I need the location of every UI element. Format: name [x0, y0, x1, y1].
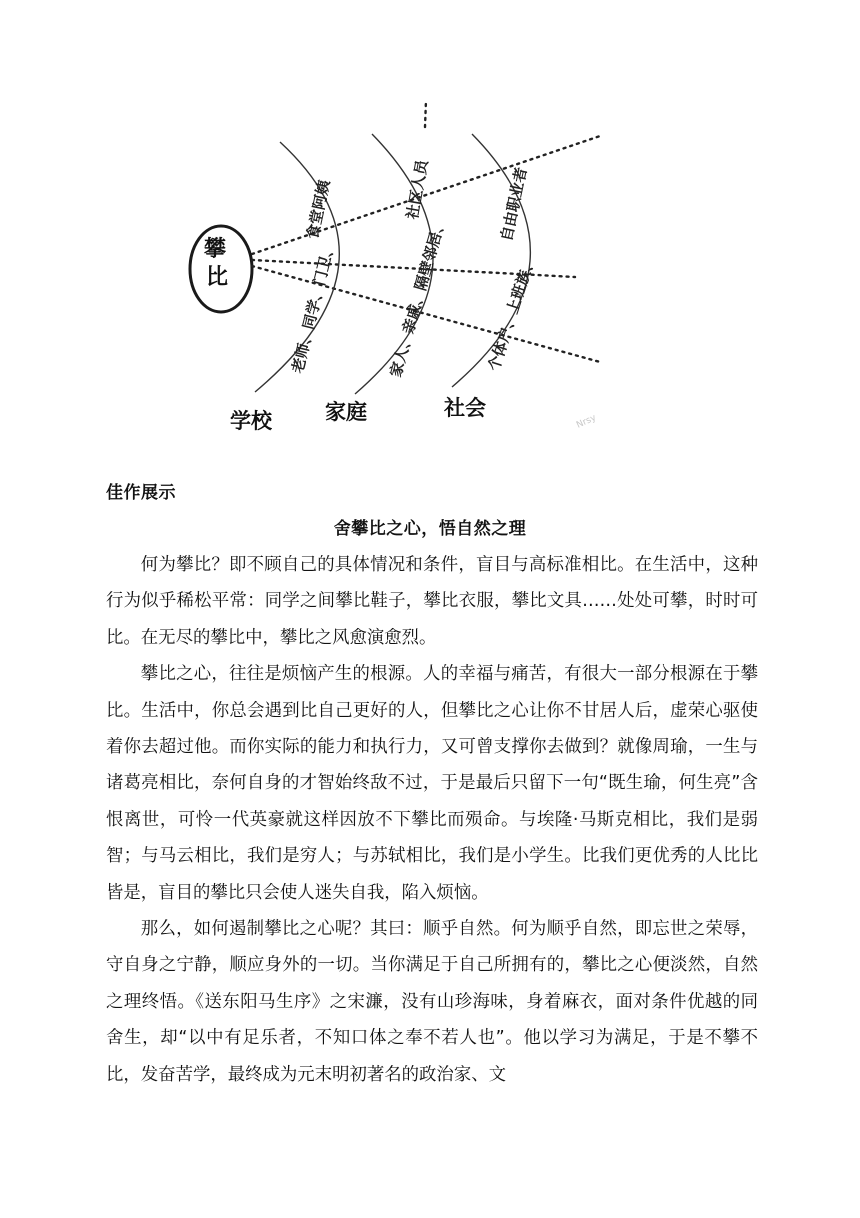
mind-map-diagram [180, 92, 620, 442]
lower-label-school: 老师、同学、门卫、 [288, 239, 339, 375]
lower-label-society: 个体户、上班族、 [484, 253, 539, 374]
category-label-family: 家庭 [325, 400, 367, 424]
essay-title: 舍攀比之心，悟自然之理 [333, 519, 527, 539]
center-label-bottom: 比 [205, 265, 229, 290]
upper-label-society: 自由职业者 [497, 165, 531, 243]
essay-paragraph-1: 何为攀比？即不顾自己的具体情况和条件，盲目与高标准相比。在生活中，这种行为似乎稀松平常：同学之间攀比鞋子，攀比衣服，攀比文具……处处可攀，时时可比。在无尽的攀比中，攀比之风愈演愈烈。 [106, 555, 758, 648]
center-label-top: 攀 [203, 237, 227, 262]
essay-paragraph-3: 那么，如何遏制攀比之心呢？其曰：顺乎自然。何为顺乎自然，即忘世之荣辱，守自身之宁静，顺应身外的一切。当你满足于自己所拥有的，攀比之心便淡然，自然之理终悟。《送东阳马生序》之宋濂，没有山珍海味，身着麻衣，面对条件优越的同舍生，却“以中有足乐者，不知口体之奉不若人也”。他以学习为满足，于是不攀不比，发奋苦学，最终成为元末明初著名的政治家、文 [106, 919, 758, 1085]
upper-label-school: 食堂阿姨 [303, 178, 334, 241]
mind-map-svg [180, 92, 620, 442]
section-heading: 佳作展示 [106, 483, 176, 503]
watermark: Nrsy [575, 413, 598, 431]
essay-paragraph-2: 攀比之心，往往是烦恼产生的根源。人的幸福与痛苦，有很大一部分根源在于攀比。生活中，你总会遇到比自己更好的人，但攀比之心让你不甘居人后，虚荣心驱使着你去超过他。而你实际的能力和执行力，又可曾支撑你去做到？就像周瑜，一生与诸葛亮相比，奈何自身的才智始终敌不过，于是最后只留下一句“既生瑜，何生亮”含恨离世，可怜一代英豪就这样因放不下攀比而殒命。与埃隆·马斯克相比，我们是弱智；与马云相比，我们是穷人；与苏轼相比，我们是小学生。比我们更优秀的人比比皆是，盲目的攀比只会使人迷失自我，陷入烦恼。 [106, 664, 758, 903]
upper-label-family: 社区人员 [403, 158, 432, 221]
ray-top-extension [425, 100, 426, 127]
essay-body [106, 547, 758, 1093]
lower-label-family: 家人、亲戚、隔壁邻居、 [386, 215, 450, 380]
category-label-school: 学校 [230, 409, 272, 433]
category-label-society: 社会 [444, 396, 486, 420]
